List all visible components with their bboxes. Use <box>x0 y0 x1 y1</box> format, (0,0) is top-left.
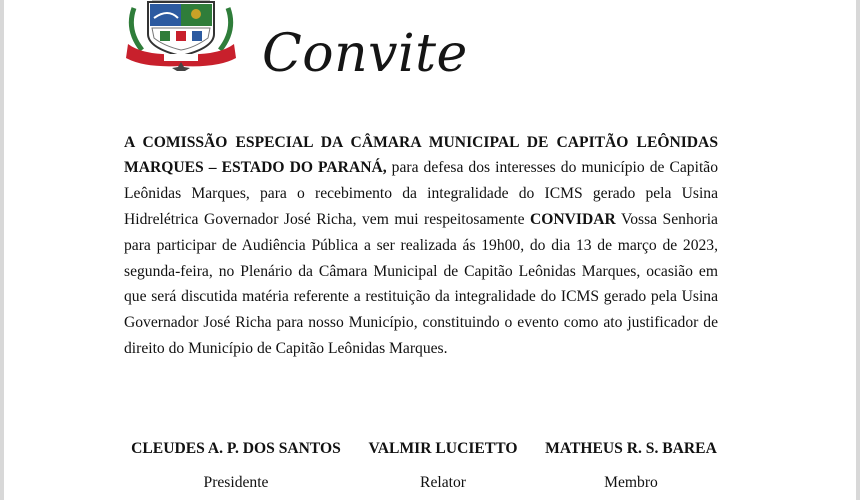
signatory-role: Relator <box>420 474 466 491</box>
left-page-edge <box>0 0 4 500</box>
signatory-name: CLEUDES A. P. DOS SANTOS <box>131 440 341 457</box>
invitation-paragraph <box>124 130 718 362</box>
paragraph-text-part-1: para defesa dos interesses do município de Capitão Leônidas Marques, para o recebimento da integralidade do ICMS gerado pela Usina Hidrelétrica Governador José Richa, vem mui respeitosamente <box>124 159 718 228</box>
document-title: Convite <box>262 24 468 84</box>
signatory-member <box>538 436 724 496</box>
convidar-bold-word: CONVIDAR <box>530 210 616 228</box>
municipal-coat-of-arms-icon <box>124 0 238 72</box>
signatory-name: VALMIR LUCIETTO <box>368 440 518 457</box>
signature-block <box>0 436 860 500</box>
signatory-president <box>124 436 348 496</box>
signatory-rapporteur <box>364 436 522 496</box>
right-page-edge <box>856 0 860 500</box>
signatory-role: Membro <box>604 474 658 491</box>
paragraph-text-part-2: Vossa Senhoria para participar de Audiência Pública a ser realizada ás 19h00, do dia 13 de março de 2023, segunda-feira, no Plenário da Câmara Municipal de Capitão Leônidas Marques, ocasião em que será discutida matéria referente a restituição da integralidade do ICMS gerado pela Usina Governador José Richa para nosso Município, constituindo o evento como ato justificador de direito do Município de Capitão Leônidas Marques. <box>124 210 718 357</box>
signatory-name: MATHEUS R. S. BAREA <box>545 440 717 457</box>
issuer-bold-text: A COMISSÃO ESPECIAL DA CÂMARA MUNICIPAL DE CAPITÃO LEÔNIDAS MARQUES – ESTADO DO PARANÁ, <box>124 133 718 177</box>
signatory-role: Presidente <box>203 474 269 491</box>
